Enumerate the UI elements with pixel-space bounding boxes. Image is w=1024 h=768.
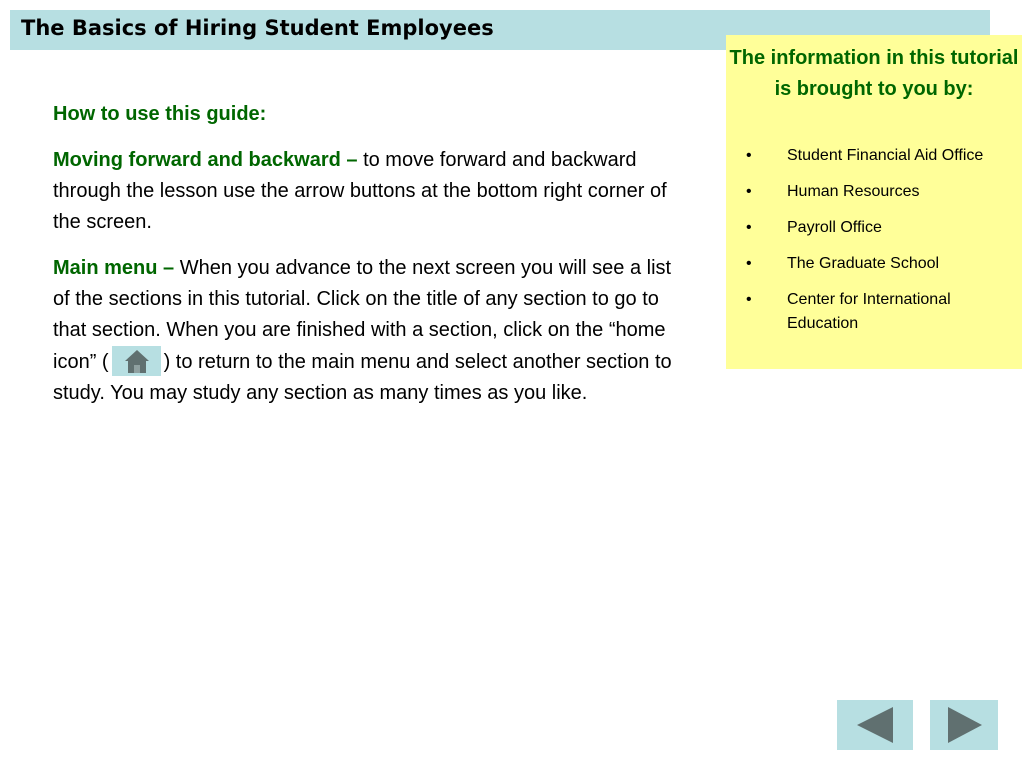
guide-content [53,99,693,424]
credit-label: Student Financial Aid Office [787,147,984,164]
arrow-right-icon [930,700,998,750]
forward-button[interactable] [930,700,998,750]
credit-label: The Graduate School [787,255,940,272]
credit-label: Center for International Education [787,291,951,332]
list-item [726,252,1022,276]
bullet-icon: • [746,291,752,308]
menu-text-after: ) to return to the main menu and select another section to study. You may study any section as many times as you like. [53,351,672,404]
credit-label: Payroll Office [787,219,882,236]
arrow-left-icon [837,700,913,750]
list-item [726,144,1022,168]
moving-label: Moving forward and backward – [53,149,364,171]
bullet-icon: • [746,183,752,200]
credits-heading: The information in this tutorial is brought to you by: [729,47,1019,100]
list-item [726,180,1022,204]
moving-paragraph [53,145,693,238]
guide-heading: How to use this guide: [53,103,267,125]
home-icon [112,346,161,376]
moving-text: to move forward and backward through the lesson use the arrow buttons at the bottom right corner of the screen. [53,149,667,233]
menu-label: Main menu – [53,257,180,279]
credits-list [726,144,1022,348]
page-title: The Basics of Hiring Student Employees [21,16,494,40]
bullet-icon: • [746,255,752,272]
credits-panel [726,35,1022,369]
bullet-icon: • [746,219,752,236]
credit-label: Human Resources [787,183,920,200]
menu-paragraph [53,253,693,409]
menu-text-before: When you advance to the next screen you will see a list of the sections in this tutorial. Click on the title of any section to go to that section. When you are finished with a section, click on the “home icon” ( [53,257,672,373]
list-item [726,216,1022,240]
list-item [726,288,1022,336]
back-button[interactable] [837,700,913,750]
bullet-icon: • [746,147,752,164]
